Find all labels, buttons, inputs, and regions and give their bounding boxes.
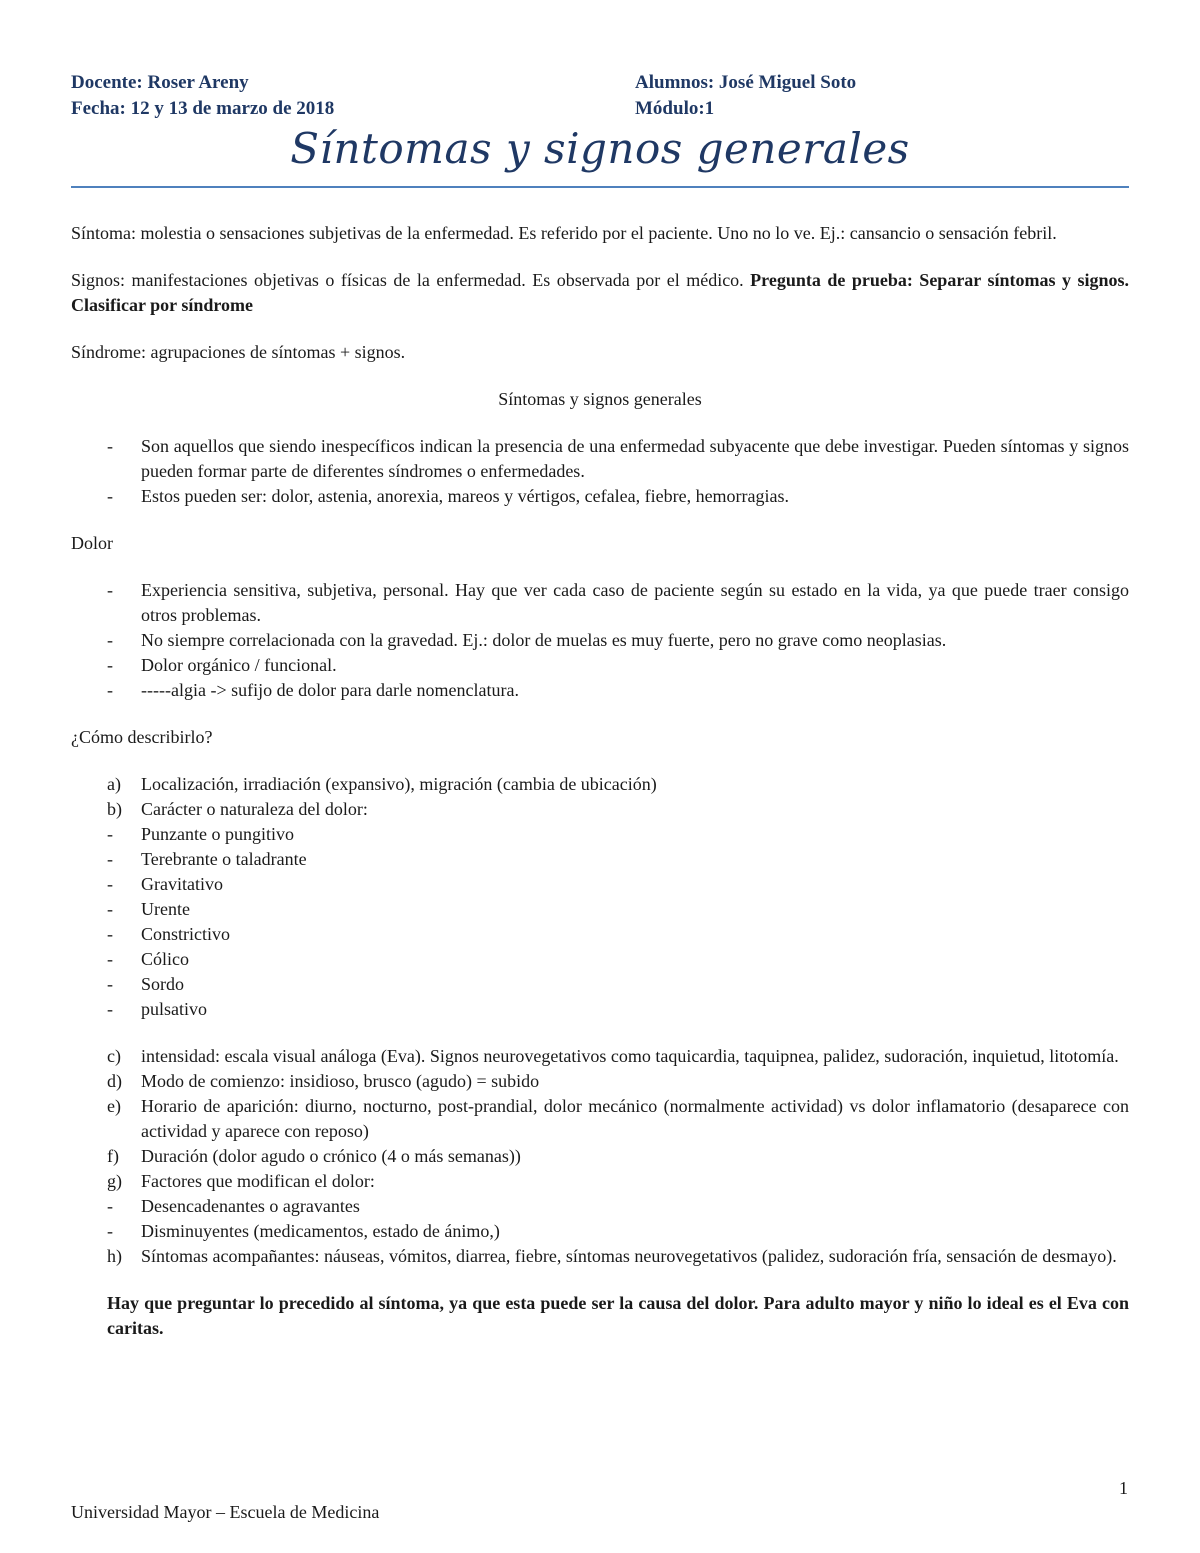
title-divider <box>71 186 1129 188</box>
list-item: - Estos pueden ser: dolor, astenia, anorexia, mareos y vértigos, cefalea, fiebre, hemorragias. <box>107 486 790 506</box>
list-item: a) Localización, irradiación (expansivo), migración (cambia de ubicación) <box>107 774 657 794</box>
list-item: - Urente <box>107 899 190 919</box>
list-item: - Disminuyentes (medicamentos, estado de ánimo,) <box>107 1221 500 1241</box>
list-item: b) Carácter o naturaleza del dolor: <box>107 799 368 819</box>
section-heading-general: Síntomas y signos generales <box>498 389 702 409</box>
list-item: - Desencadenantes o agravantes <box>107 1196 360 1216</box>
docente-label: Docente: Roser Areny <box>71 72 249 93</box>
sintoma-definition: Síntoma: molestia o sensaciones subjetivas de la enfermedad. Es referido por el paciente. Uno no lo ve. Ej.: cansancio o sensación febril. <box>71 223 1057 243</box>
page-footer: Universidad Mayor – Escuela de Medicina <box>71 1502 380 1522</box>
exam-question-note: Pregunta de prueba: Separar síntomas y signos. Clasificar por síndrome <box>71 270 1129 315</box>
modulo-label: Módulo:1 <box>635 98 715 119</box>
document-title: Síntomas y signos generales <box>290 124 910 173</box>
list-item: h) Síntomas acompañantes: náuseas, vómitos, diarrea, fiebre, síntomas neurovegetativos (palidez, sudoración fría, sensación de desmayo). <box>107 1246 1117 1266</box>
header-line-1 <box>71 72 1129 94</box>
document-body <box>71 221 1129 1341</box>
list-item: c) intensidad: escala visual análoga (Eva). Signos neurovegetativos como taquicardia, taquipnea, palidez, sudoración, inquietud, litotomía. <box>107 1046 1119 1066</box>
section-heading-describir: ¿Cómo describirlo? <box>71 727 213 747</box>
list-item: - Cólico <box>107 949 189 969</box>
list-item: - Experiencia sensitiva, subjetiva, personal. Hay que ver cada caso de paciente según su estado en la vida, ya que puede traer consigo otros problemas. <box>107 580 1129 625</box>
list-item: e) Horario de aparición: diurno, nocturno, post-prandial, dolor mecánico (normalmente actividad) vs dolor inflamatorio (desaparece con actividad y aparece con reposo) <box>107 1096 1129 1141</box>
general-list <box>71 434 1129 509</box>
list-item: - Sordo <box>107 974 185 994</box>
list-item: - No siempre correlacionada con la gravedad. Ej.: dolor de muelas es muy fuerte, pero no grave como neoplasias. <box>107 630 947 650</box>
list-item: - pulsativo <box>107 999 207 1019</box>
list-item: - -----algia -> sufijo de dolor para darle nomenclatura. <box>107 680 519 700</box>
list-item: d) Modo de comienzo: insidioso, brusco (agudo) = subido <box>107 1071 540 1091</box>
header-line-2 <box>71 98 1129 120</box>
list-item: - Terebrante o taladrante <box>107 849 307 869</box>
list-item: - Gravitativo <box>107 874 223 894</box>
section-heading-dolor: Dolor <box>71 533 113 553</box>
alumnos-label: Alumnos: José Miguel Soto <box>635 72 857 93</box>
list-item: - Constrictivo <box>107 924 230 944</box>
list-item: - Dolor orgánico / funcional. <box>107 655 337 675</box>
page-number: 1 <box>1119 1478 1128 1498</box>
describir-list-a <box>71 772 1129 1022</box>
list-item: - Punzante o pungitivo <box>107 824 294 844</box>
fecha-label: Fecha: 12 y 13 de marzo de 2018 <box>71 98 335 119</box>
list-item: - Son aquellos que siendo inespecíficos indican la presencia de una enfermedad subyacente que debe investigar. Pueden síntomas y signos pueden formar parte de diferentes síndromes o enfermedades. <box>107 436 1129 481</box>
describir-list-b <box>71 1044 1129 1269</box>
list-item: g) Factores que modifican el dolor: <box>107 1171 375 1191</box>
signos-definition: Signos: manifestaciones objetivas o físicas de la enfermedad. Es observada por el médico. Pregunta de prueba: Separar síntomas y signos. Clasificar por síndrome <box>71 270 1129 315</box>
list-item: f) Duración (dolor agudo o crónico (4 o más semanas)) <box>107 1146 521 1166</box>
sindrome-definition: Síndrome: agrupaciones de síntomas + signos. <box>71 342 406 362</box>
dolor-list <box>71 578 1129 703</box>
closing-note: Hay que preguntar lo precedido al síntoma, ya que esta puede ser la causa del dolor. Para adulto mayor y niño lo ideal es el Eva con caritas. <box>107 1293 1129 1338</box>
